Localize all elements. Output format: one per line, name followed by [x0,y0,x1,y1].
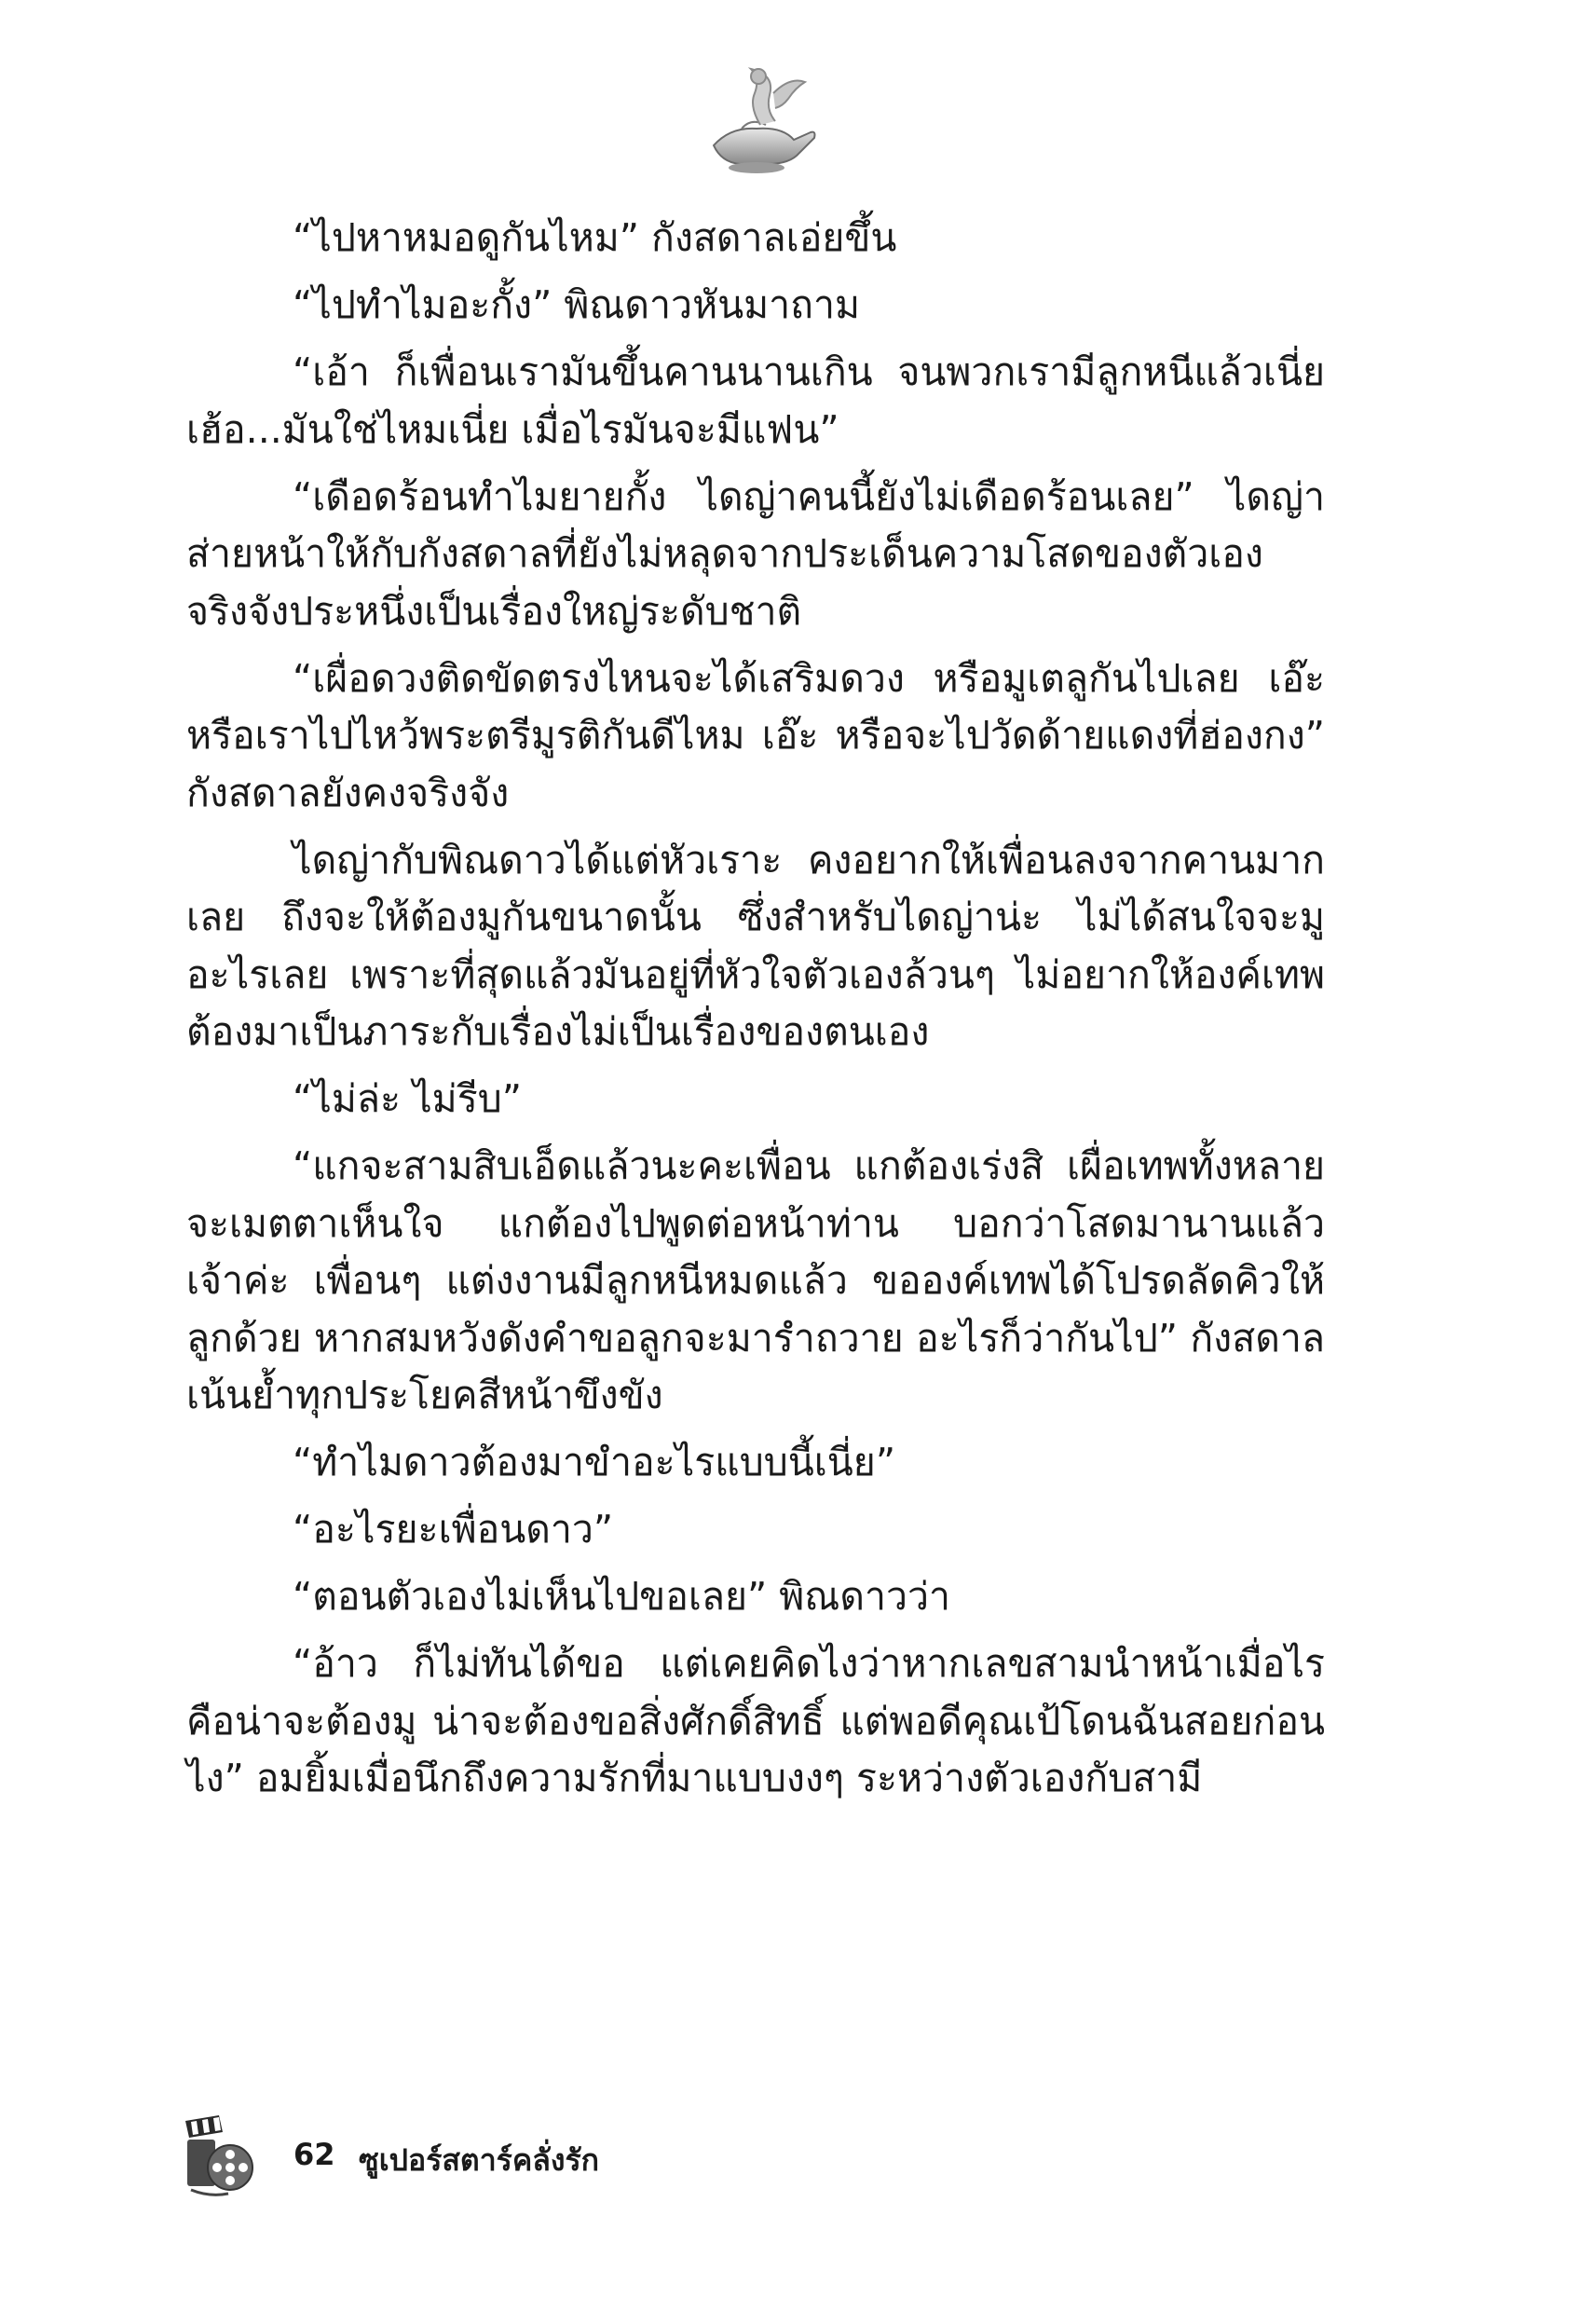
paragraph: “ไม่ล่ะ ไม่รีบ” [293,1076,522,1121]
paragraph: “เผื่อดวงติดขัดตรงไหนจะได้เสริมดวง หรือมูเตลูกันไปเลย เอ๊ะ หรือเราไปไหว้พระตรีมูรติกันดีไหม เอ๊ะ หรือจะไปวัดด้ายแดงที่ฮ่องกง” กังสดาลยังคงจริงจัง [186,655,1325,815]
paragraph: “ทำไมดาวต้องมาขำอะไรแบบนี้เนี่ย” [293,1440,896,1484]
book-title: ซูเปอร์สตาร์คลั่งรัก [359,2142,600,2178]
header-ornament [686,56,825,177]
page-footer [182,2113,927,2197]
paragraph: “ตอนตัวเองไม่เห็นไปขอเลย” พิณดาวว่า [293,1574,951,1619]
paragraph: “เดือดร้อนทำไมยายกั้ง ไดญ่าคนนี้ยังไม่เดือดร้อนเลย” ไดญ่าส่ายหน้าให้กับกังสดาลที่ยังไม่หลุดจากประเด็นความโสดของตัวเองจริงจังประหนึ่งเป็นเรื่องใหญ่ระดับชาติ [186,473,1325,634]
paragraph: “แกจะสามสิบเอ็ดแล้วนะคะเพื่อน แกต้องเร่งสิ เผื่อเทพทั้งหลายจะเมตตาเห็นใจ แกต้องไปพูดต่อหน้าท่าน บอกว่าโสดมานานแล้วเจ้าค่ะ เพื่อนๆ แต่งงานมีลูกหนีหมดแล้ว ขอองค์เทพได้โปรดลัดคิวให้ลูกด้วย หากสมหวังดังคำขอลูกจะมารำถวาย อะไรก็ว่ากันไป” กังสดาลเน้นย้ำทุกประโยคสีหน้าขึงขัง [186,1143,1325,1417]
body-text [186,210,1325,1817]
page-number: 62 [293,2137,335,2172]
paragraph: “อะไรยะเพื่อนดาว” [293,1507,614,1552]
paragraph: “ไปทำไมอะกั้ง” พิณดาวหันมาถาม [293,282,861,327]
film-reel-icon [182,2113,256,2197]
footer-ornament [182,2113,256,2197]
magic-lamp-icon [686,56,825,177]
paragraph: “ไปหาหมอดูกันไหม” กังสดาลเอ่ยขึ้น [293,215,897,260]
paragraph: “เอ้า ก็เพื่อนเรามันขึ้นคานนานเกิน จนพวกเรามีลูกหนีแล้วเนี่ย เฮ้อ...มันใช่ไหมเนี่ย เมื่อไรมันจะมีแฟน” [186,349,1325,452]
paragraph: “อ้าว ก็ไม่ทันได้ขอ แต่เคยคิดไงว่าหากเลขสามนำหน้าเมื่อไรคือน่าจะต้องมู น่าจะต้องขอสิ่งศักดิ์สิทธิ์ แต่พอดีคุณเป้โดนฉันสอยก่อนไง” อมยิ้มเมื่อนึกถึงความรักที่มาแบบงงๆ ระหว่างตัวเองกับสามี [186,1641,1325,1800]
paragraph: ไดญ่ากับพิณดาวได้แต่หัวเราะ คงอยากให้เพื่อนลงจากคานมากเลย ถึงจะให้ต้องมูกันขนาดนั้น ซึ่งสำหรับไดญ่าน่ะ ไม่ได้สนใจจะมูอะไรเลย เพราะที่สุดแล้วมันอยู่ที่หัวใจตัวเองล้วนๆ ไม่อยากให้องค์เทพต้องมาเป็นภาระกับเรื่องไม่เป็นเรื่องของตนเอง [186,837,1325,1054]
